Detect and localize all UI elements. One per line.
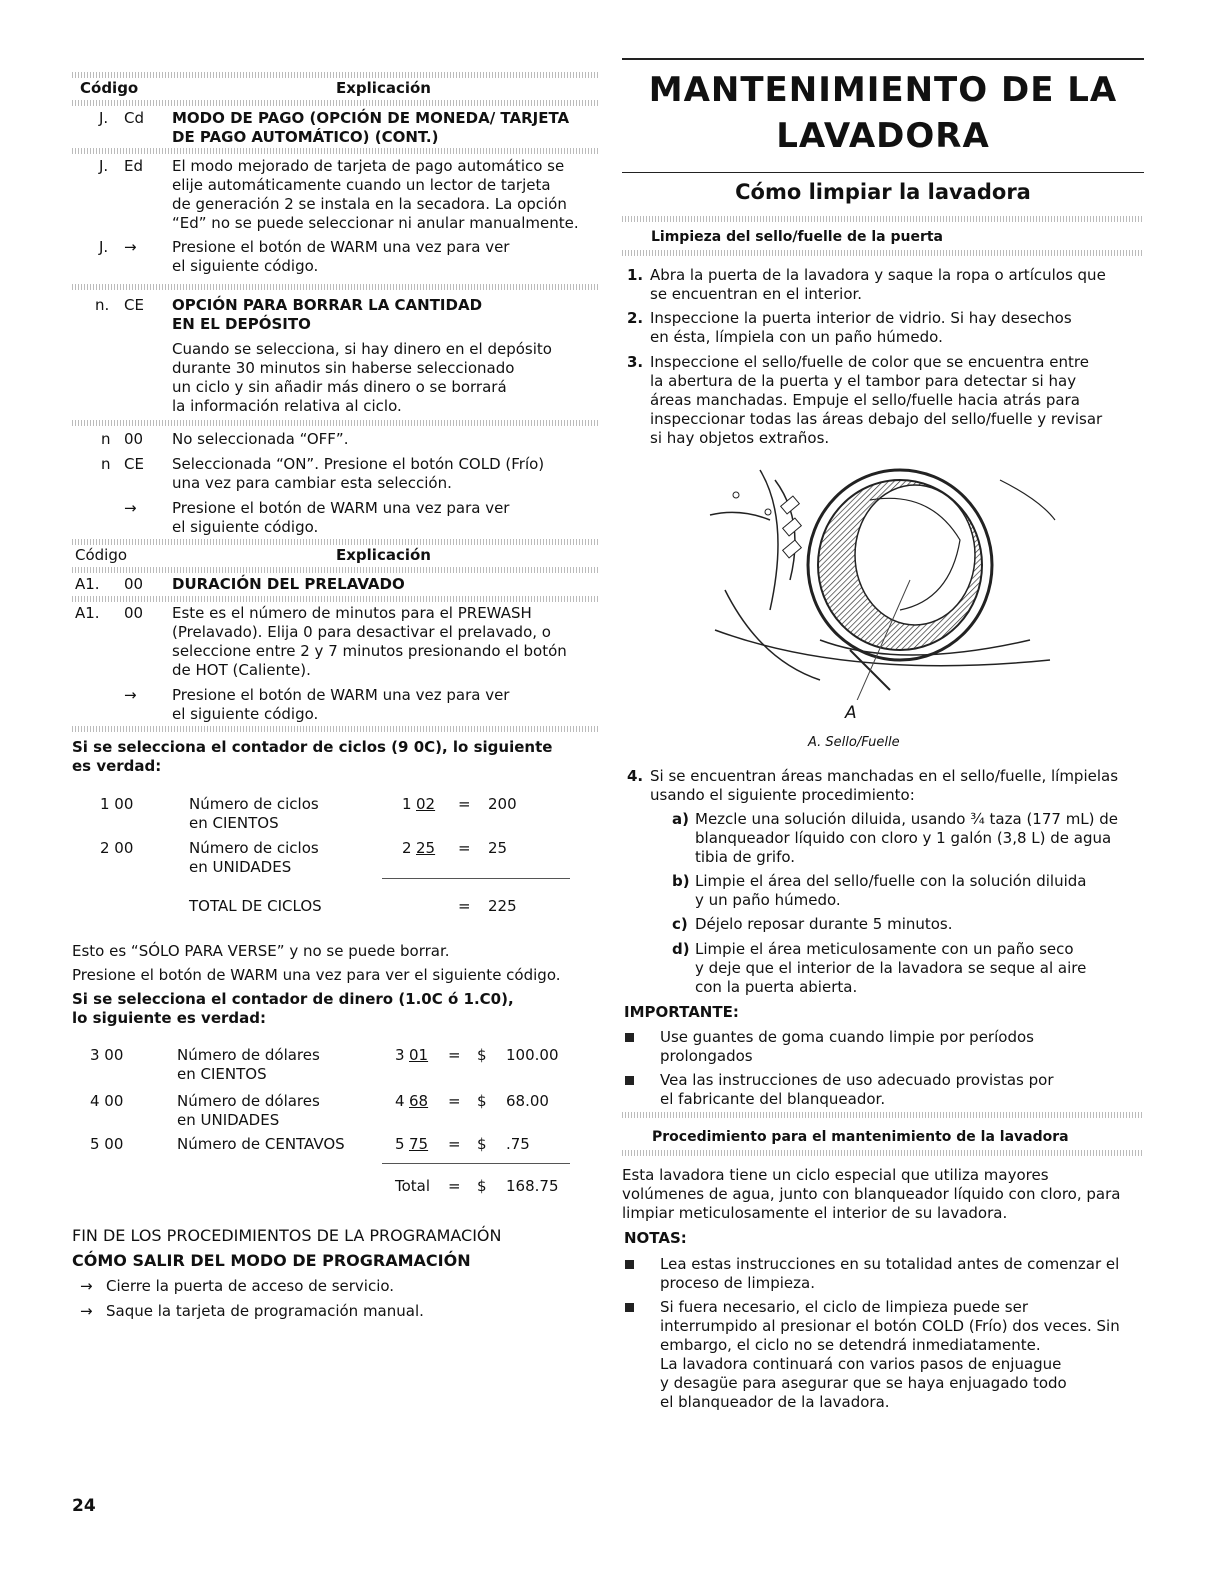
equals: = — [448, 1177, 461, 1195]
row-text: (Prelavado). Elija 0 para desactivar el prelavado, o — [172, 623, 551, 641]
row-text: No seleccionada “OFF”. — [172, 430, 349, 448]
arrow-icon: → — [124, 238, 137, 256]
code-j: J. — [99, 238, 109, 256]
important-text: Vea las instrucciones de uso adecuado provistas por — [660, 1071, 1054, 1089]
money-digits: 01 — [409, 1046, 429, 1064]
money-desc: en CIENTOS — [177, 1065, 267, 1083]
step-text: si hay objetos extraños. — [650, 429, 830, 447]
substep-letter: c) — [672, 915, 688, 933]
substep-letter: b) — [672, 872, 690, 890]
important-heading: IMPORTANTE: — [624, 1003, 739, 1021]
cycle-pre: 1 — [402, 795, 412, 813]
equals: = — [458, 795, 471, 813]
substep-text: tibia de grifo. — [695, 848, 796, 866]
note-text: Si fuera necesario, el ciclo de limpieza puede ser — [660, 1298, 1029, 1316]
paragraph: limpiar meticulosamente el interior de su lavadora. — [622, 1204, 1008, 1222]
row-text: Seleccionada “ON”. Presione el botón COLD (Frío) — [172, 455, 545, 473]
bullet-icon — [625, 1260, 634, 1269]
step-number: 2. — [627, 309, 644, 327]
cycle-value: 25 — [488, 839, 508, 857]
code-n: n — [101, 455, 111, 473]
row-text: El modo mejorado de tarjeta de pago automático se — [172, 157, 565, 175]
substep-text: Limpie el área del sello/fuelle con la solución diluida — [695, 872, 1087, 890]
step-number: 3. — [627, 353, 644, 371]
substep-text: Déjelo reposar durante 5 minutos. — [695, 915, 953, 933]
money-desc: Número de dólares — [177, 1092, 320, 1110]
money-code: 3 00 — [90, 1046, 124, 1064]
equals: = — [448, 1135, 461, 1153]
note-text: Esto es “SÓLO PARA VERSE” y no se puede borrar. — [72, 942, 450, 960]
step-text: Si se encuentran áreas manchadas en el sello/fuelle, límpielas — [650, 767, 1119, 785]
step-text: la abertura de la puerta y el tambor para detectar si hay — [650, 372, 1077, 390]
code-ce: CE — [124, 455, 144, 473]
arrow-icon: → — [124, 686, 137, 704]
arrow-icon: → — [80, 1302, 93, 1320]
row-text: el siguiente código. — [172, 257, 319, 275]
currency: $ — [477, 1046, 487, 1064]
section-heading: Limpieza del sello/fuelle de la puerta — [651, 229, 943, 245]
step-number: 1. — [627, 266, 644, 284]
row-text: Cuando se selecciona, si hay dinero en el depósito — [172, 340, 552, 358]
code-ed: Ed — [124, 157, 143, 175]
row-text: durante 30 minutos sin haberse seleccionado — [172, 359, 515, 377]
note-text: embargo, el ciclo no se detendrá inmediatamente. — [660, 1336, 1041, 1354]
page-number: 24 — [72, 1496, 96, 1516]
paragraph: Esta lavadora tiene un ciclo especial que utiliza mayores — [622, 1166, 1049, 1184]
note-text: y desagüe para asegurar que se haya enjuagado todo — [660, 1374, 1067, 1392]
step-text: áreas manchadas. Empuje el sello/fuelle hacia atrás para — [650, 391, 1080, 409]
substep-text: y un paño húmedo. — [695, 891, 841, 909]
cycle-value: 200 — [488, 795, 517, 813]
currency: $ — [477, 1177, 487, 1195]
exit-step: Cierre la puerta de acceso de servicio. — [106, 1277, 395, 1295]
row-heading: MODO DE PAGO (OPCIÓN DE MONEDA/ TARJETA — [172, 109, 570, 127]
row-text: Presione el botón de WARM una vez para ver — [172, 238, 510, 256]
cycle-code: 1 00 — [100, 795, 134, 813]
code-cd: Cd — [124, 109, 144, 127]
code-ce: CE — [124, 296, 144, 314]
code-a1: A1. — [75, 575, 100, 593]
figure-caption: A. Sello/Fuelle — [808, 735, 900, 750]
code-j: J. — [99, 157, 109, 175]
cycle-desc: Número de ciclos — [189, 839, 319, 857]
note-text: Lea estas instrucciones en su totalidad antes de comenzar el — [660, 1255, 1120, 1273]
substep-text: Mezcle una solución diluida, usando ¾ taza (177 mL) de — [695, 810, 1119, 828]
money-value: 68.00 — [506, 1092, 549, 1110]
substep-text: Limpie el área meticulosamente con un paño seco — [695, 940, 1074, 958]
money-total-value: 168.75 — [506, 1177, 559, 1195]
cycles-total-label: TOTAL DE CICLOS — [189, 897, 322, 915]
page-title: LAVADORA — [776, 116, 990, 156]
note-text: el blanqueador de la lavadora. — [660, 1393, 890, 1411]
equals: = — [458, 839, 471, 857]
row-text: de HOT (Caliente). — [172, 661, 311, 679]
money-pre: 5 — [395, 1135, 405, 1153]
money-code: 5 00 — [90, 1135, 124, 1153]
code-00: 00 — [124, 604, 144, 622]
bullet-icon — [625, 1076, 634, 1085]
row-text: la información relativa al ciclo. — [172, 397, 402, 415]
section-subtitle: Cómo limpiar la lavadora — [735, 180, 1031, 204]
money-pre: 3 — [395, 1046, 405, 1064]
door-seal-illustration — [700, 460, 1060, 700]
money-intro: lo siguiente es verdad: — [72, 1009, 266, 1027]
row-text: Este es el número de minutos para el PREWASH — [172, 604, 532, 622]
cycle-desc: Número de ciclos — [189, 795, 319, 813]
cycle-digits: 25 — [416, 839, 436, 857]
exit-step: Saque la tarjeta de programación manual. — [106, 1302, 424, 1320]
substep-text: con la puerta abierta. — [695, 978, 858, 996]
money-desc: Número de dólares — [177, 1046, 320, 1064]
cycles-total-value: 225 — [488, 897, 517, 915]
bullet-icon — [625, 1033, 634, 1042]
code-j: J. — [99, 109, 109, 127]
money-desc: Número de CENTAVOS — [177, 1135, 345, 1153]
row-heading: DE PAGO AUTOMÁTICO) (CONT.) — [172, 128, 439, 146]
note-text: La lavadora continuará con varios pasos de enjuague — [660, 1355, 1062, 1373]
currency: $ — [477, 1135, 487, 1153]
exit-title: CÓMO SALIR DEL MODO DE PROGRAMACIÓN — [72, 1251, 471, 1270]
row-heading: DURACIÓN DEL PRELAVADO — [172, 575, 405, 593]
note-text: interrumpido al presionar el botón COLD (Frío) dos veces. Sin — [660, 1317, 1120, 1335]
row-text: Presione el botón de WARM una vez para ver — [172, 686, 510, 704]
code-n: n. — [95, 296, 110, 314]
substep-text: y deje que el interior de la lavadora se seque al aire — [695, 959, 1087, 977]
row-text: de generación 2 se instala en la secadora. La opción — [172, 195, 567, 213]
important-text: prolongados — [660, 1047, 753, 1065]
bullet-icon — [625, 1303, 634, 1312]
money-total-label: Total — [395, 1177, 431, 1195]
code-n: n — [101, 430, 111, 448]
cycle-code: 2 00 — [100, 839, 134, 857]
row-heading: OPCIÓN PARA BORRAR LA CANTIDAD — [172, 296, 483, 314]
step-text: Inspeccione la puerta interior de vidrio. Si hay desechos — [650, 309, 1072, 327]
row-text: el siguiente código. — [172, 518, 319, 536]
row-text: un ciclo y sin añadir más dinero o se borrará — [172, 378, 507, 396]
row-heading: EN EL DEPÓSITO — [172, 315, 311, 333]
table-header-code: Código — [75, 546, 128, 564]
table-header-explanation: Explicación — [336, 546, 431, 564]
equals: = — [458, 897, 471, 915]
end-of-procedures: FIN DE LOS PROCEDIMIENTOS DE LA PROGRAMACIÓN — [72, 1226, 502, 1245]
cycles-intro: Si se selecciona el contador de ciclos (9 0C), lo siguiente — [72, 738, 553, 756]
code-00: 00 — [124, 575, 144, 593]
section-heading: Procedimiento para el mantenimiento de la lavadora — [652, 1129, 1069, 1145]
money-intro: Si se selecciona el contador de dinero (1.0C ó 1.C0), — [72, 990, 514, 1008]
money-desc: en UNIDADES — [177, 1111, 280, 1129]
row-text: Presione el botón de WARM una vez para ver — [172, 499, 510, 517]
money-digits: 75 — [409, 1135, 429, 1153]
step-text: inspeccionar todas las áreas debajo del sello/fuelle y revisar — [650, 410, 1103, 428]
arrow-icon: → — [124, 499, 137, 517]
equals: = — [448, 1046, 461, 1064]
cycles-intro: es verdad: — [72, 757, 162, 775]
table-header-explanation: Explicación — [336, 79, 431, 97]
table-header-code: Código — [80, 79, 139, 97]
page-title: MANTENIMIENTO DE LA — [648, 70, 1118, 110]
row-text: “Ed” no se puede seleccionar ni anular manualmente. — [172, 214, 579, 232]
figure-label: A — [845, 703, 857, 723]
substep-letter: a) — [672, 810, 689, 828]
paragraph: volúmenes de agua, junto con blanqueador líquido con cloro, para — [622, 1185, 1121, 1203]
row-text: seleccione entre 2 y 7 minutos presionando el botón — [172, 642, 567, 660]
important-text: Use guantes de goma cuando limpie por períodos — [660, 1028, 1034, 1046]
step-text: Inspeccione el sello/fuelle de color que se encuentra entre — [650, 353, 1089, 371]
important-text: el fabricante del blanqueador. — [660, 1090, 886, 1108]
row-text: una vez para cambiar esta selección. — [172, 474, 452, 492]
money-code: 4 00 — [90, 1092, 124, 1110]
step-text: Abra la puerta de la lavadora y saque la ropa o artículos que — [650, 266, 1106, 284]
step-text: en ésta, límpiela con un paño húmedo. — [650, 328, 943, 346]
row-text: el siguiente código. — [172, 705, 319, 723]
code-a1: A1. — [75, 604, 100, 622]
substep-letter: d) — [672, 940, 690, 958]
arrow-icon: → — [80, 1277, 93, 1295]
currency: $ — [477, 1092, 487, 1110]
row-text: elije automáticamente cuando un lector de tarjeta — [172, 176, 551, 194]
cycle-digits: 02 — [416, 795, 436, 813]
note-text: proceso de limpieza. — [660, 1274, 815, 1292]
substep-text: blanqueador líquido con cloro y 1 galón (3,8 L) de agua — [695, 829, 1112, 847]
equals: = — [448, 1092, 461, 1110]
code-00: 00 — [124, 430, 144, 448]
step-number: 4. — [627, 767, 644, 785]
cycle-pre: 2 — [402, 839, 412, 857]
cycle-desc: en CIENTOS — [189, 814, 279, 832]
notes-heading: NOTAS: — [624, 1229, 687, 1247]
cycle-desc: en UNIDADES — [189, 858, 292, 876]
step-text: se encuentran en el interior. — [650, 285, 863, 303]
money-value: 100.00 — [506, 1046, 559, 1064]
money-value: .75 — [506, 1135, 530, 1153]
money-pre: 4 — [395, 1092, 405, 1110]
step-text: usando el siguiente procedimiento: — [650, 786, 915, 804]
note-text: Presione el botón de WARM una vez para ver el siguiente código. — [72, 966, 561, 984]
money-digits: 68 — [409, 1092, 429, 1110]
